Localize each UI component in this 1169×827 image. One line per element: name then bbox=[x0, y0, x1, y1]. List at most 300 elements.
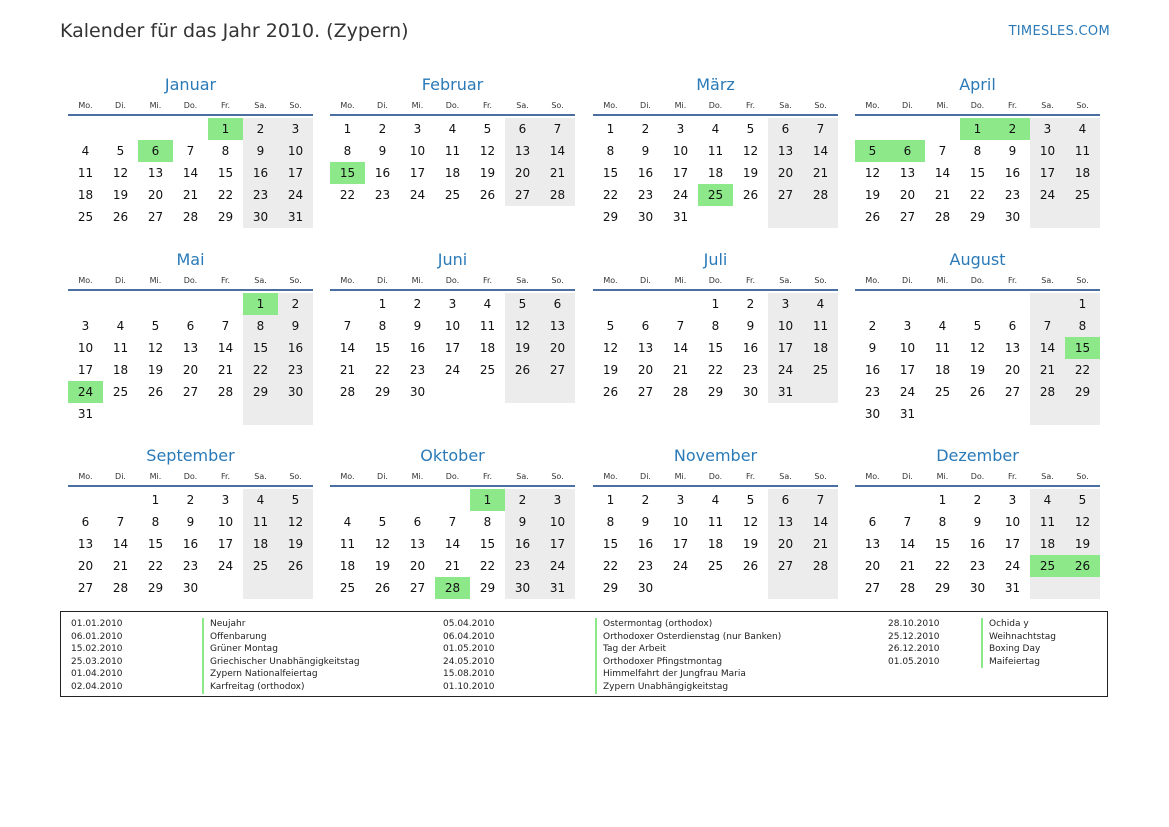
week-row bbox=[68, 337, 313, 359]
legend-holiday-name: Zypern Unabhängigkeitstag bbox=[595, 681, 781, 694]
day-cell: 16 bbox=[1004, 166, 1021, 180]
day-cell: 18 bbox=[707, 166, 724, 180]
empty-cell bbox=[365, 489, 400, 511]
day-cell: 17 bbox=[899, 363, 916, 377]
week-row bbox=[593, 140, 838, 162]
day-cell: 4 bbox=[243, 489, 278, 511]
day-cell: 19 bbox=[374, 559, 391, 573]
day-cell: 8 bbox=[938, 515, 947, 529]
legend-holiday-name: Griechischer Unabhängigkeitstag bbox=[202, 656, 360, 669]
day-cell: 21 bbox=[672, 363, 689, 377]
day-cell: 20 bbox=[147, 188, 164, 202]
day-cell: 16 bbox=[969, 537, 986, 551]
day-cell: 17 bbox=[409, 166, 426, 180]
day-cell: 25 bbox=[479, 363, 496, 377]
weekday-header bbox=[330, 96, 575, 114]
month-2 bbox=[330, 74, 575, 206]
day-cell: 30 bbox=[409, 385, 426, 399]
day-cell: 24 bbox=[278, 184, 313, 206]
day-cell: 4 bbox=[81, 144, 90, 158]
weekday-label: Fr. bbox=[482, 100, 493, 110]
week-row bbox=[330, 533, 575, 555]
day-cell: 6 bbox=[768, 118, 803, 140]
week-row bbox=[593, 337, 838, 359]
day-cell: 6 bbox=[540, 293, 575, 315]
empty-cell bbox=[68, 293, 103, 315]
weekday-label: So. bbox=[551, 275, 564, 285]
day-cell: 20 bbox=[637, 363, 654, 377]
day-cell: 28 bbox=[803, 184, 838, 206]
weekday-label: Mo. bbox=[78, 275, 93, 285]
empty-cell bbox=[103, 489, 138, 511]
legend-date: 01.10.2010 bbox=[443, 681, 495, 692]
day-cell: 4 bbox=[343, 515, 352, 529]
day-cell: 17 bbox=[1004, 537, 1021, 551]
day-cell: 21 bbox=[444, 559, 461, 573]
day-cell: 9 bbox=[378, 144, 387, 158]
day-cell: 29 bbox=[707, 385, 724, 399]
day-cell: 1 bbox=[343, 122, 352, 136]
week-row bbox=[593, 577, 838, 599]
empty-cell bbox=[138, 118, 173, 140]
day-cell: 16 bbox=[409, 341, 426, 355]
empty-cell bbox=[960, 293, 995, 315]
day-cell: 30 bbox=[243, 206, 278, 228]
day-cell: 23 bbox=[742, 363, 759, 377]
day-cell: 24 bbox=[409, 188, 426, 202]
day-cell: 15 bbox=[479, 537, 496, 551]
day-cell: 26 bbox=[112, 210, 129, 224]
empty-cell bbox=[768, 206, 803, 228]
day-cell: 31 bbox=[540, 577, 575, 599]
weekday-label: Mi. bbox=[936, 471, 949, 481]
day-cell: 4 bbox=[448, 122, 457, 136]
day-cell: 5 bbox=[746, 122, 755, 136]
day-cell: 30 bbox=[742, 385, 759, 399]
day-cell: 29 bbox=[602, 581, 619, 595]
day-cell: 22 bbox=[243, 359, 278, 381]
day-cell: 12 bbox=[969, 341, 986, 355]
day-cell: 5 bbox=[1065, 489, 1100, 511]
day-cell: 16 bbox=[864, 363, 881, 377]
day-cell: 21 bbox=[182, 188, 199, 202]
day-cell: 4 bbox=[711, 122, 720, 136]
day-cell: 11 bbox=[479, 319, 496, 333]
weekday-label: Fr. bbox=[745, 275, 756, 285]
weekday-header bbox=[593, 467, 838, 485]
legend-holiday-name: Boxing Day bbox=[981, 643, 1056, 656]
week-row bbox=[330, 577, 575, 599]
legend-holiday-name: Karfreitag (orthodox) bbox=[202, 681, 360, 694]
empty-cell bbox=[138, 293, 173, 315]
empty-cell bbox=[103, 118, 138, 140]
day-cell: 26 bbox=[374, 581, 391, 595]
weekday-header bbox=[855, 271, 1100, 289]
weekday-label: So. bbox=[289, 471, 302, 481]
empty-cell bbox=[400, 489, 435, 511]
day-cell: 9 bbox=[973, 515, 982, 529]
header-rule bbox=[593, 114, 838, 116]
day-cell: 20 bbox=[409, 559, 426, 573]
week-row bbox=[330, 555, 575, 577]
day-cell: 22 bbox=[707, 363, 724, 377]
empty-cell bbox=[103, 293, 138, 315]
day-cell: 1 bbox=[711, 297, 720, 311]
legend-dates-1 bbox=[71, 618, 123, 694]
weekday-label: Di. bbox=[377, 100, 388, 110]
header-rule bbox=[330, 114, 575, 116]
day-cell: 1 bbox=[378, 297, 387, 311]
day-cell: 13 bbox=[899, 166, 916, 180]
day-cell: 19 bbox=[602, 363, 619, 377]
weekday-label: Sa. bbox=[779, 275, 792, 285]
day-cell: 20 bbox=[899, 188, 916, 202]
day-cell: 9 bbox=[186, 515, 195, 529]
day-cell: 28 bbox=[803, 555, 838, 577]
empty-cell bbox=[698, 206, 733, 228]
empty-cell bbox=[1065, 206, 1100, 228]
day-cell: 9 bbox=[505, 511, 540, 533]
weekday-label: Di. bbox=[115, 275, 126, 285]
day-cell: 8 bbox=[378, 319, 387, 333]
day-cell: 27 bbox=[864, 581, 881, 595]
legend-holiday-name: Orthodoxer Osterdienstag (nur Banken) bbox=[595, 631, 781, 644]
header-rule bbox=[855, 485, 1100, 487]
day-cell: 24 bbox=[68, 381, 103, 403]
legend-date: 01.05.2010 bbox=[443, 644, 495, 655]
empty-cell bbox=[330, 489, 365, 511]
empty-cell bbox=[925, 403, 960, 425]
day-cell: 28 bbox=[934, 210, 951, 224]
weekday-header bbox=[593, 96, 838, 114]
month-4 bbox=[855, 74, 1100, 228]
day-cell: 23 bbox=[1004, 188, 1021, 202]
day-cell: 6 bbox=[138, 140, 173, 162]
week-row bbox=[68, 555, 313, 577]
empty-cell bbox=[173, 403, 208, 425]
weekday-label: Mo. bbox=[340, 471, 355, 481]
legend-holiday-name: Maifeiertag bbox=[981, 656, 1056, 669]
weekday-label: So. bbox=[1076, 275, 1089, 285]
day-cell: 20 bbox=[768, 162, 803, 184]
empty-cell bbox=[890, 118, 925, 140]
day-cell: 23 bbox=[637, 188, 654, 202]
day-cell: 25 bbox=[803, 359, 838, 381]
empty-cell bbox=[330, 293, 365, 315]
weekday-label: Mo. bbox=[340, 100, 355, 110]
week-row bbox=[593, 118, 838, 140]
day-cell: 26 bbox=[278, 555, 313, 577]
empty-cell bbox=[278, 403, 313, 425]
week-row bbox=[855, 489, 1100, 511]
day-cell: 19 bbox=[479, 166, 496, 180]
legend-holiday-name: Neujahr bbox=[202, 618, 360, 631]
day-cell: 8 bbox=[483, 515, 492, 529]
day-cell: 2 bbox=[995, 118, 1030, 140]
weekday-label: Mi. bbox=[149, 275, 162, 285]
day-cell: 4 bbox=[711, 493, 720, 507]
legend-date: 28.10.2010 bbox=[888, 619, 940, 629]
day-cell: 13 bbox=[768, 140, 803, 162]
weekday-label: Do. bbox=[445, 471, 460, 481]
week-row bbox=[330, 359, 575, 381]
day-cell: 14 bbox=[112, 537, 129, 551]
legend-date: 25.12.2010 bbox=[888, 631, 940, 642]
day-cell: 10 bbox=[409, 144, 426, 158]
day-cell: 21 bbox=[899, 559, 916, 573]
day-cell: 1 bbox=[938, 493, 947, 507]
weekday-label: Mi. bbox=[936, 275, 949, 285]
day-cell: 14 bbox=[1030, 337, 1065, 359]
day-cell: 24 bbox=[1004, 559, 1021, 573]
day-cell: 5 bbox=[855, 140, 890, 162]
day-cell: 16 bbox=[742, 341, 759, 355]
day-cell: 8 bbox=[711, 319, 720, 333]
empty-cell bbox=[960, 403, 995, 425]
day-cell: 12 bbox=[278, 511, 313, 533]
day-cell: 2 bbox=[243, 118, 278, 140]
day-cell: 30 bbox=[278, 381, 313, 403]
day-cell: 13 bbox=[182, 341, 199, 355]
day-cell: 22 bbox=[602, 188, 619, 202]
day-cell: 3 bbox=[278, 118, 313, 140]
day-cell: 25 bbox=[934, 385, 951, 399]
legend-date: 05.04.2010 bbox=[443, 619, 495, 629]
empty-cell bbox=[925, 118, 960, 140]
day-cell: 17 bbox=[278, 162, 313, 184]
empty-cell bbox=[435, 489, 470, 511]
weekday-label: Do. bbox=[970, 100, 985, 110]
empty-cell bbox=[1030, 577, 1065, 599]
empty-cell bbox=[540, 381, 575, 403]
empty-cell bbox=[995, 403, 1030, 425]
day-cell: 13 bbox=[409, 537, 426, 551]
month-name: Juli bbox=[703, 250, 728, 269]
day-cell: 6 bbox=[81, 515, 90, 529]
month-7 bbox=[593, 249, 838, 403]
day-cell: 17 bbox=[672, 166, 689, 180]
weekday-label: Do. bbox=[445, 275, 460, 285]
weekday-label: Fr. bbox=[1007, 275, 1018, 285]
weekday-label: So. bbox=[1076, 100, 1089, 110]
day-cell: 31 bbox=[768, 381, 803, 403]
day-cell: 19 bbox=[742, 166, 759, 180]
day-cell: 21 bbox=[1030, 359, 1065, 381]
day-cell: 15 bbox=[217, 166, 234, 180]
weekday-label: Fr. bbox=[482, 275, 493, 285]
legend-date: 06.04.2010 bbox=[443, 631, 495, 642]
day-cell: 18 bbox=[934, 363, 951, 377]
empty-cell bbox=[890, 489, 925, 511]
day-cell: 20 bbox=[1004, 363, 1021, 377]
empty-cell bbox=[173, 293, 208, 315]
week-row bbox=[68, 359, 313, 381]
day-cell: 30 bbox=[637, 210, 654, 224]
day-cell: 12 bbox=[742, 515, 759, 529]
header-rule bbox=[68, 289, 313, 291]
day-cell: 2 bbox=[641, 122, 650, 136]
day-cell: 24 bbox=[540, 555, 575, 577]
week-row bbox=[68, 140, 313, 162]
weekday-label: Mo. bbox=[340, 275, 355, 285]
week-row bbox=[593, 162, 838, 184]
weekday-label: Do. bbox=[183, 471, 198, 481]
week-row bbox=[855, 293, 1100, 315]
day-cell: 27 bbox=[1004, 385, 1021, 399]
day-cell: 30 bbox=[864, 407, 881, 421]
day-cell: 8 bbox=[221, 144, 230, 158]
week-row bbox=[593, 381, 838, 403]
day-cell: 25 bbox=[1065, 184, 1100, 206]
day-cell: 14 bbox=[339, 341, 356, 355]
day-cell: 6 bbox=[868, 515, 877, 529]
empty-cell bbox=[803, 381, 838, 403]
day-cell: 28 bbox=[899, 581, 916, 595]
week-row bbox=[330, 315, 575, 337]
day-cell: 29 bbox=[243, 381, 278, 403]
month-name: Februar bbox=[421, 75, 484, 94]
day-cell: 29 bbox=[1065, 381, 1100, 403]
day-cell: 15 bbox=[147, 537, 164, 551]
weekday-label: Fr. bbox=[220, 471, 231, 481]
empty-cell bbox=[803, 206, 838, 228]
day-cell: 5 bbox=[973, 319, 982, 333]
empty-cell bbox=[208, 577, 243, 599]
day-cell: 26 bbox=[742, 559, 759, 573]
weekday-label: Di. bbox=[902, 275, 913, 285]
day-cell: 7 bbox=[186, 144, 195, 158]
day-cell: 3 bbox=[768, 293, 803, 315]
empty-cell bbox=[995, 293, 1030, 315]
day-cell: 26 bbox=[147, 385, 164, 399]
day-cell: 30 bbox=[969, 581, 986, 595]
day-cell: 14 bbox=[182, 166, 199, 180]
weekday-label: Sa. bbox=[516, 100, 529, 110]
day-cell: 17 bbox=[77, 363, 94, 377]
weekday-label: Sa. bbox=[779, 471, 792, 481]
day-cell: 12 bbox=[1065, 511, 1100, 533]
weekday-header bbox=[68, 467, 313, 485]
day-cell: 12 bbox=[112, 166, 129, 180]
day-cell: 9 bbox=[746, 319, 755, 333]
day-cell: 28 bbox=[217, 385, 234, 399]
day-cell: 21 bbox=[339, 363, 356, 377]
day-cell: 15 bbox=[330, 162, 365, 184]
legend-holiday-name: Tag der Arbeit bbox=[595, 643, 781, 656]
empty-cell bbox=[628, 293, 663, 315]
weekday-header bbox=[68, 271, 313, 289]
header-rule bbox=[68, 114, 313, 116]
day-cell: 23 bbox=[278, 359, 313, 381]
day-cell: 1 bbox=[208, 118, 243, 140]
day-cell: 2 bbox=[746, 297, 755, 311]
day-cell: 7 bbox=[938, 144, 947, 158]
day-cell: 5 bbox=[505, 293, 540, 315]
week-row bbox=[68, 315, 313, 337]
day-cell: 12 bbox=[602, 341, 619, 355]
day-cell: 21 bbox=[803, 162, 838, 184]
weekday-label: Mo. bbox=[603, 275, 618, 285]
week-row bbox=[593, 555, 838, 577]
day-cell: 7 bbox=[116, 515, 125, 529]
week-row bbox=[855, 359, 1100, 381]
day-cell: 3 bbox=[448, 297, 457, 311]
weekday-label: Mo. bbox=[78, 471, 93, 481]
day-cell: 17 bbox=[768, 337, 803, 359]
week-row bbox=[855, 555, 1100, 577]
day-cell: 16 bbox=[243, 162, 278, 184]
day-cell: 2 bbox=[278, 293, 313, 315]
empty-cell bbox=[855, 489, 890, 511]
day-cell: 21 bbox=[112, 559, 129, 573]
legend-names-3 bbox=[981, 618, 1056, 668]
day-cell: 1 bbox=[151, 493, 160, 507]
legend-holiday-name: Weihnachtstag bbox=[981, 631, 1056, 644]
day-cell: 23 bbox=[637, 559, 654, 573]
legend-date: 26.12.2010 bbox=[888, 644, 940, 655]
week-row bbox=[330, 293, 575, 315]
week-row bbox=[68, 533, 313, 555]
weekday-label: Di. bbox=[640, 275, 651, 285]
day-cell: 11 bbox=[339, 537, 356, 551]
legend-names-1 bbox=[202, 618, 360, 694]
empty-cell bbox=[243, 577, 278, 599]
day-cell: 18 bbox=[479, 341, 496, 355]
day-cell: 11 bbox=[77, 166, 94, 180]
month-12 bbox=[855, 445, 1100, 599]
month-1 bbox=[68, 74, 313, 228]
day-cell: 14 bbox=[217, 341, 234, 355]
day-cell: 8 bbox=[973, 144, 982, 158]
day-cell: 23 bbox=[409, 363, 426, 377]
day-cell: 22 bbox=[969, 188, 986, 202]
day-cell: 22 bbox=[479, 559, 496, 573]
empty-cell bbox=[855, 293, 890, 315]
month-10 bbox=[330, 445, 575, 599]
month-8 bbox=[855, 249, 1100, 425]
weekday-label: Mi. bbox=[411, 471, 424, 481]
week-row bbox=[855, 162, 1100, 184]
day-cell: 16 bbox=[505, 533, 540, 555]
day-cell: 11 bbox=[112, 341, 129, 355]
site-link[interactable]: TIMESLES.COM bbox=[1008, 24, 1110, 39]
day-cell: 27 bbox=[899, 210, 916, 224]
day-cell: 18 bbox=[444, 166, 461, 180]
empty-cell bbox=[663, 577, 698, 599]
day-cell: 20 bbox=[182, 363, 199, 377]
day-cell: 28 bbox=[435, 577, 470, 599]
weekday-label: Sa. bbox=[1041, 471, 1054, 481]
day-cell: 15 bbox=[243, 337, 278, 359]
day-cell: 15 bbox=[374, 341, 391, 355]
month-5 bbox=[68, 249, 313, 425]
week-row bbox=[68, 489, 313, 511]
day-cell: 27 bbox=[768, 184, 803, 206]
weekday-label: Do. bbox=[708, 100, 723, 110]
day-cell: 27 bbox=[409, 581, 426, 595]
legend-date: 02.04.2010 bbox=[71, 681, 123, 692]
legend-holiday-name: Grüner Montag bbox=[202, 643, 360, 656]
day-cell: 18 bbox=[707, 537, 724, 551]
day-cell: 11 bbox=[444, 144, 461, 158]
header-rule bbox=[593, 485, 838, 487]
weekday-label: Do. bbox=[970, 275, 985, 285]
week-row bbox=[330, 489, 575, 511]
day-cell: 7 bbox=[221, 319, 230, 333]
empty-cell bbox=[1065, 577, 1100, 599]
weekday-label: Do. bbox=[708, 275, 723, 285]
week-row bbox=[855, 118, 1100, 140]
